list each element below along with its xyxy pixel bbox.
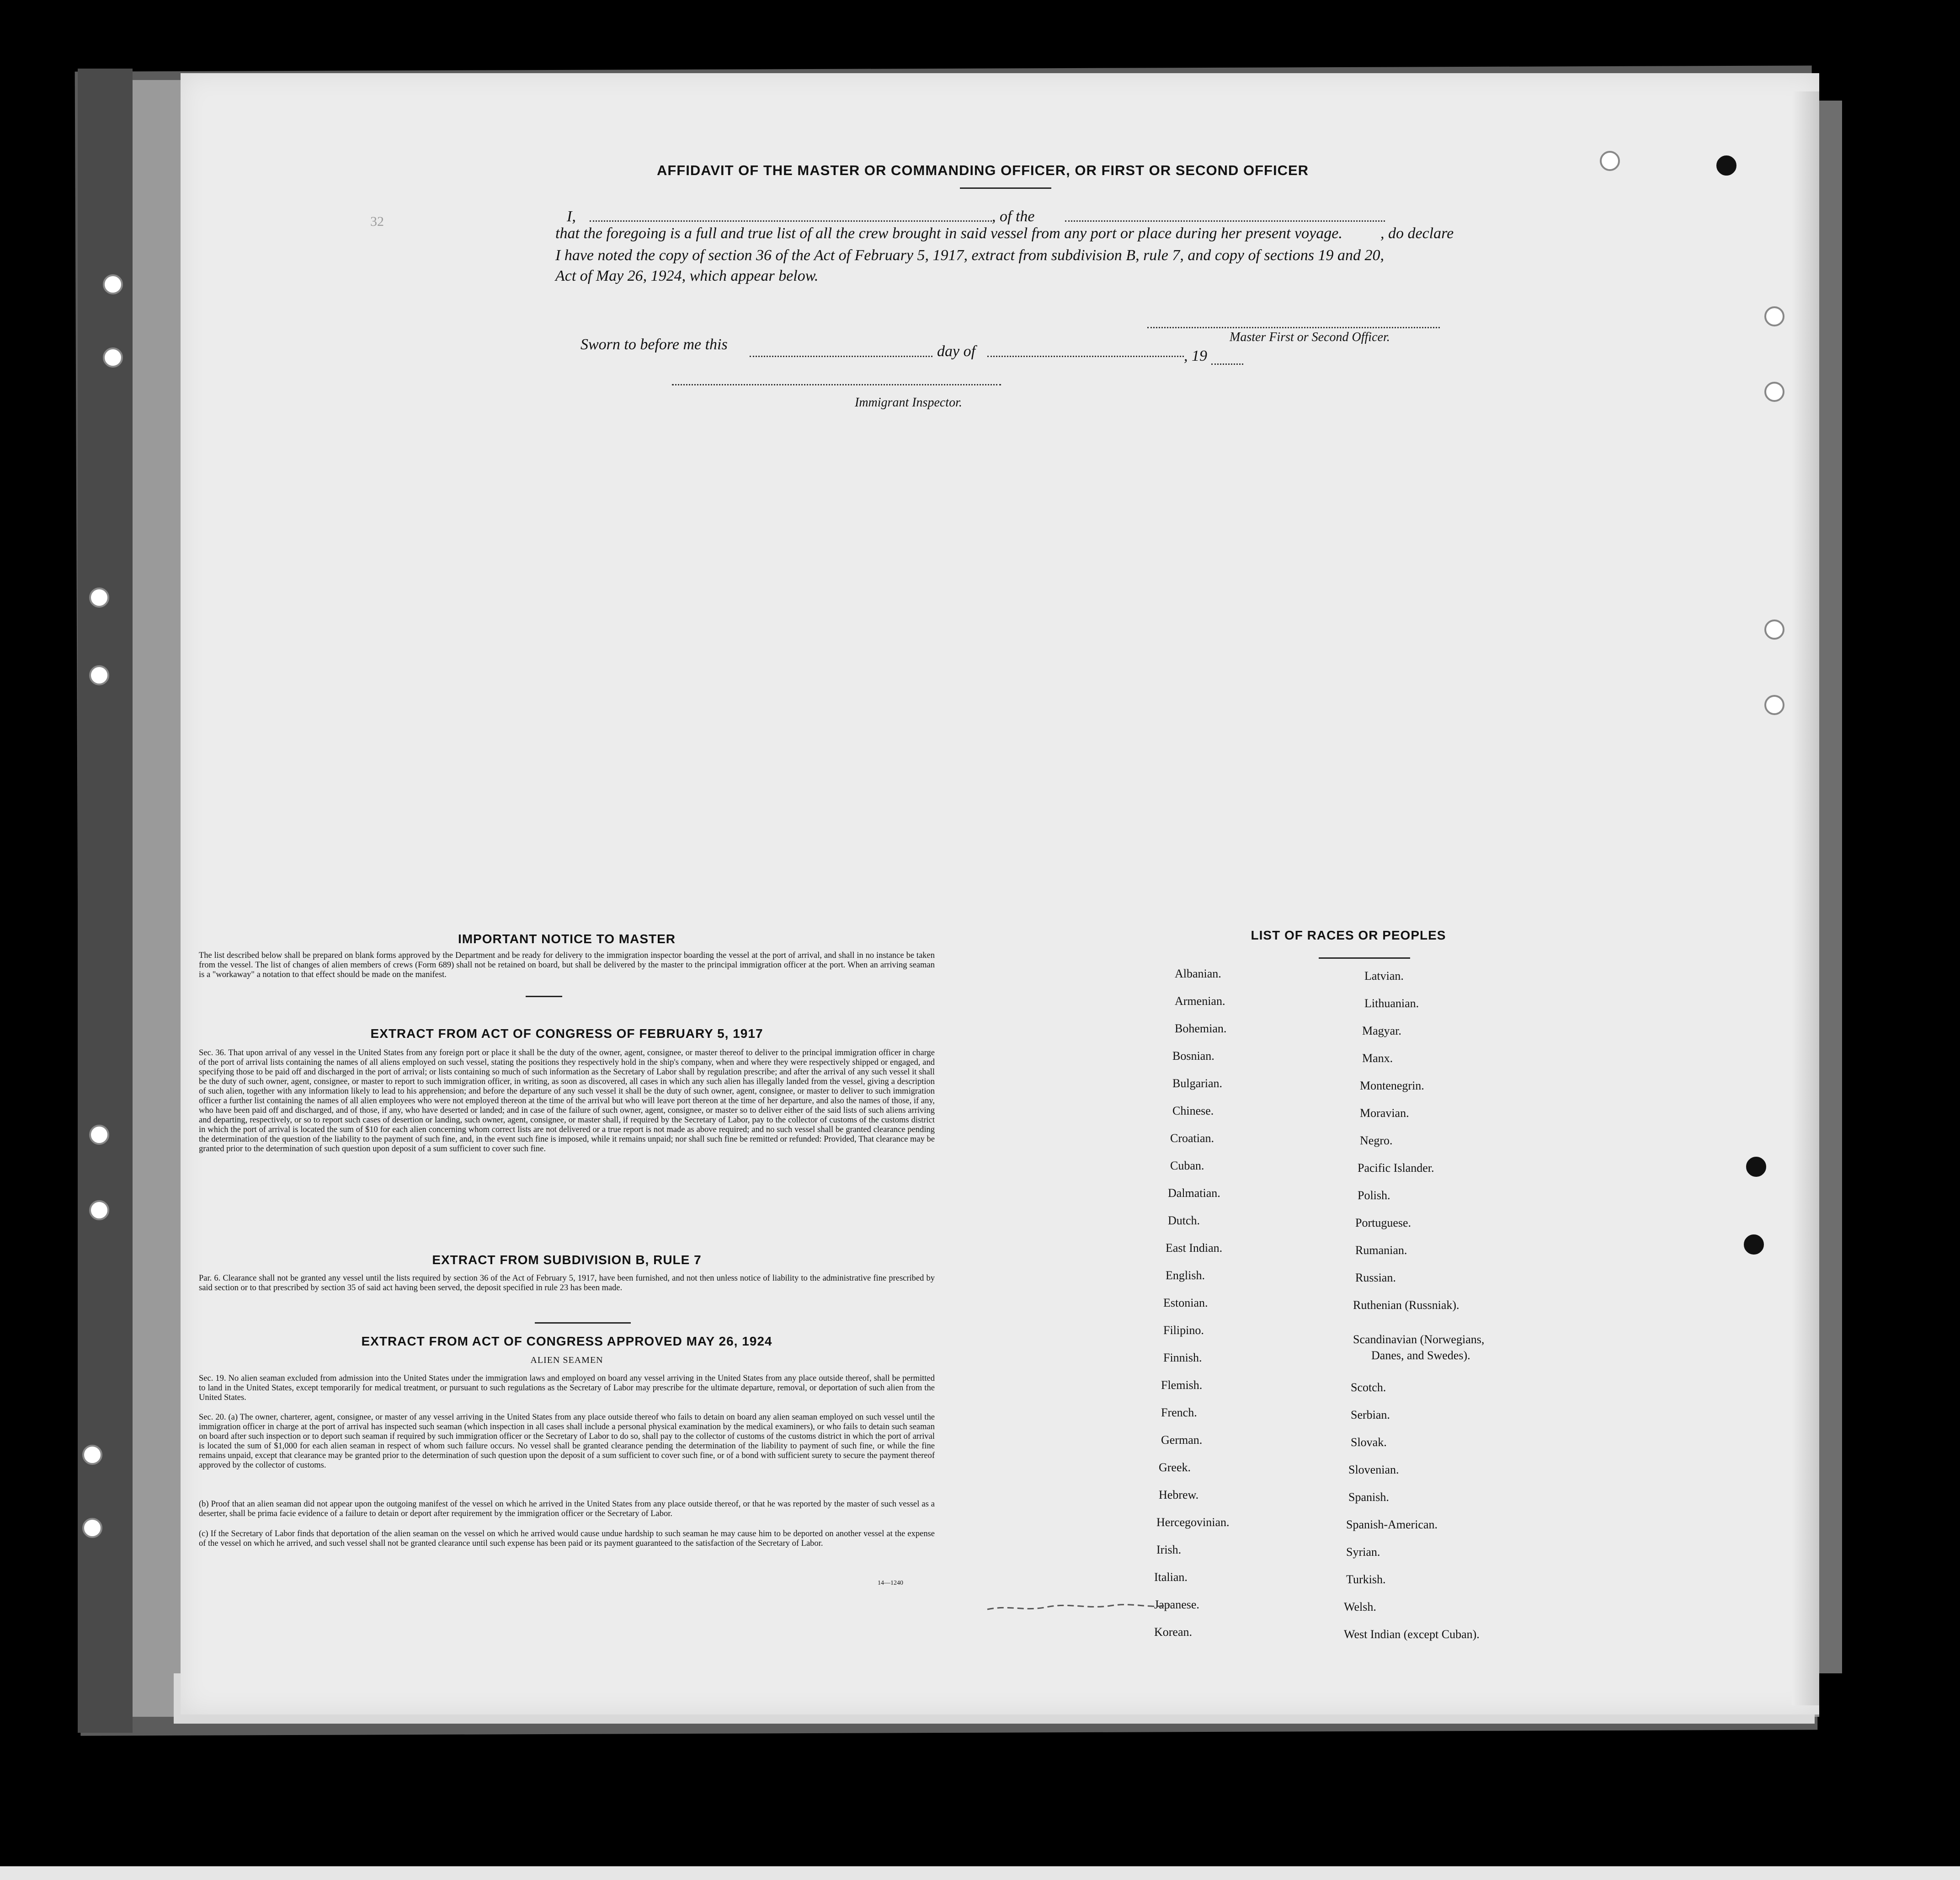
race-item: Lithuanian.: [1364, 997, 1419, 1010]
race-item: Bulgarian.: [1172, 1077, 1223, 1090]
race-item: Latvian.: [1364, 969, 1404, 983]
race-item: Danes, and Swedes).: [1371, 1349, 1470, 1362]
punch-hole-icon: [82, 1445, 102, 1465]
race-item: Scandinavian (Norwegians,: [1353, 1333, 1485, 1346]
race-item: Magyar.: [1362, 1024, 1401, 1037]
form-number: 14—1240: [878, 1580, 903, 1586]
race-item: Moravian.: [1360, 1106, 1409, 1120]
race-item: Albanian.: [1175, 967, 1221, 980]
race-item: Estonian.: [1163, 1296, 1208, 1309]
race-item: Serbian.: [1351, 1408, 1390, 1421]
affidavit-of-the: , of the: [992, 208, 1035, 225]
sec20a-text: Sec. 20. (a) The owner, charterer, agent, consignee, or master of any vessel arriving in the United States from any place outside thereof who fails to detain on board any alien seaman employed on such vessel until the immigration officer in charge at the port of arrival has inspected such seaman (which inspection in all cases shall include a personal physical examination by the medical examiners), or who fails to detain such seaman on board after such inspection or to deport such seaman if required by such immigration officer or the Secretary of Labor to do so, shall pay to the collector of customs of the customs district in which the port of arrival is located the sum of $1,000 for each alien seaman in respect of whom such failure occurs. No vessel shall be granted clearance pending the determination of the liability to payment of such fine, or while the fine remains unpaid, except that clearance may be granted prior to the determination of such question upon the deposit of a sum sufficient to cover such fine, or of a bond with sufficient surety to secure the payment thereof approved by the collector of customs.: [199, 1413, 935, 1470]
race-item: Manx.: [1362, 1052, 1393, 1065]
race-item: Armenian.: [1175, 994, 1225, 1008]
race-item: Flemish.: [1161, 1378, 1203, 1392]
notice-text: The list described below shall be prepared on blank forms approved by the Department and be ready for delivery to the immigration inspector boarding the vessel at the port of arrival, and shall in no instance be taken from the vessel. The list of changes of alien members of crews (Form 689) shall not be retained on board, but shall be delivered by the master to the principal immigration officer at the port. When an arriving seaman is a "workaway" a notation to that effect should be made on the manifest.: [199, 951, 935, 979]
race-item: Cuban.: [1170, 1159, 1204, 1172]
inspector-signature-blank: [672, 384, 1001, 385]
race-item: Hebrew.: [1159, 1488, 1199, 1501]
race-item: French.: [1161, 1406, 1197, 1419]
notice-divider: [526, 996, 562, 997]
punch-hole-icon: [1764, 695, 1784, 715]
race-item: Greek.: [1159, 1461, 1191, 1474]
race-item: Dutch.: [1168, 1214, 1200, 1227]
race-item: Croatian.: [1170, 1132, 1214, 1145]
race-item: Filipino.: [1163, 1324, 1204, 1337]
race-item: Japanese.: [1154, 1598, 1199, 1611]
sworn-month-blank: [987, 356, 1184, 357]
alien-seamen-subheading: ALIEN SEAMEN: [530, 1355, 603, 1365]
race-item: Bosnian.: [1172, 1049, 1214, 1063]
pen-scribble: [983, 1591, 1175, 1618]
race-item: Finnish.: [1163, 1351, 1202, 1364]
punch-hole-icon: [103, 274, 123, 294]
race-item: Rumanian.: [1355, 1244, 1407, 1257]
name-blank: [590, 220, 992, 222]
punch-hole-icon: [1746, 1157, 1766, 1177]
affidavit-i: I,: [567, 208, 576, 225]
race-item: Pacific Islander.: [1358, 1161, 1434, 1175]
punch-hole-icon: [89, 1125, 109, 1145]
extract-rule7-heading: EXTRACT FROM SUBDIVISION B, RULE 7: [432, 1253, 702, 1267]
sworn-day-blank: [750, 356, 932, 357]
inspector-caption: Immigrant Inspector.: [855, 395, 962, 410]
punch-hole-icon: [89, 588, 109, 608]
race-item: Italian.: [1154, 1570, 1188, 1584]
races-heading: LIST OF RACES OR PEOPLES: [1251, 928, 1446, 942]
race-item: Scotch.: [1351, 1381, 1386, 1394]
punch-hole-icon: [1716, 155, 1736, 176]
race-item: Bohemian.: [1175, 1022, 1227, 1035]
extract-1917-heading: EXTRACT FROM ACT OF CONGRESS OF FEBRUARY 5, 1917: [370, 1026, 763, 1041]
race-item: Turkish.: [1346, 1573, 1386, 1586]
punch-hole-icon: [1764, 306, 1784, 326]
vessel-blank: [1065, 220, 1385, 222]
race-item: Slovak.: [1351, 1436, 1387, 1449]
race-item: Chinese.: [1172, 1104, 1214, 1117]
notice-heading: IMPORTANT NOTICE TO MASTER: [458, 932, 676, 946]
race-item: East Indian.: [1166, 1241, 1223, 1255]
affidavit-title: AFFIDAVIT OF THE MASTER OR COMMANDING OFFICER, OR FIRST OR SECOND OFFICER: [656, 162, 1309, 178]
rule7-divider: [535, 1322, 631, 1324]
punch-hole-icon: [1764, 620, 1784, 640]
race-item: Dalmatian.: [1168, 1186, 1220, 1200]
race-item: Spanish.: [1348, 1490, 1389, 1504]
extract-rule7-text: Par. 6. Clearance shall not be granted any vessel until the lists required by section 36 of the Act of February 5, 1917, have been furnished, and not then unless notice of liability to the administrative fine prescribed by said section or to that prescribed by section 35 of said act having been served, the deposit specified in rule 23 has been made.: [199, 1274, 935, 1292]
race-item: Portuguese.: [1355, 1216, 1411, 1229]
page-edge-shadow: [1792, 91, 1819, 1705]
extract-1924-heading: EXTRACT FROM ACT OF CONGRESS APPROVED MAY 26, 1924: [361, 1334, 772, 1348]
race-item: Ruthenian (Russniak).: [1353, 1298, 1459, 1312]
race-item: Spanish-American.: [1346, 1518, 1438, 1531]
title-divider: [960, 187, 1051, 189]
race-item: Slovenian.: [1348, 1463, 1399, 1476]
races-divider: [1319, 957, 1410, 959]
sec19-text: Sec. 19. No alien seaman excluded from admission into the United States under the immigration laws and employed on board any vessel arriving in the United States from any place outside thereof, shall be permitted to land in the United States, except temporarily for medical treatment, or pursuant to such regulations as the Secretary of Labor may prescribe for the ultimate departure, removal, or deportation of such alien from the United States.: [199, 1374, 935, 1402]
race-item: Syrian.: [1346, 1545, 1380, 1559]
sworn-day-of: day of: [937, 343, 976, 360]
punch-hole-icon: [103, 347, 123, 368]
punch-hole-icon: [1764, 382, 1784, 402]
bleed-through-text: 32: [370, 214, 384, 229]
underlying-sheet-edge: [78, 69, 133, 1733]
master-caption: Master First or Second Officer.: [1230, 330, 1390, 344]
do-declare: , do declare: [1380, 225, 1454, 242]
affidavit-line-3: I have noted the copy of section 36 of the Act of February 5, 1917, extract from subdivision B, rule 7, and copy of sections 19 and 20,: [555, 247, 1385, 264]
race-item: Negro.: [1360, 1134, 1393, 1147]
sworn-prefix: Sworn to before me this: [581, 336, 728, 353]
race-item: English.: [1166, 1269, 1205, 1282]
affidavit-line-4: Act of May 26, 1924, which appear below.: [555, 267, 819, 284]
punch-hole-icon: [1600, 151, 1620, 171]
master-signature-blank: [1147, 327, 1440, 328]
punch-hole-icon: [89, 1200, 109, 1220]
sec20b-text: (b) Proof that an alien seaman did not appear upon the outgoing manifest of the vessel on which he arrived in the United States from any place outside thereof, or that he was reported by the master of such vessel as a deserter, shall be prima facie evidence of a failure to detain or deport after requirement by the immigration officer or the Secretary of Labor.: [199, 1500, 935, 1518]
race-item: West Indian (except Cuban).: [1344, 1628, 1480, 1641]
race-item: Polish.: [1358, 1189, 1390, 1202]
punch-hole-icon: [1744, 1234, 1764, 1255]
affidavit-line-2: that the foregoing is a full and true list of all the crew brought in said vessel from any port or place during her present voyage.: [555, 225, 1342, 242]
scan-bottom-edge: [0, 1866, 1960, 1880]
race-item: Russian.: [1355, 1271, 1396, 1284]
sec20c-text: (c) If the Secretary of Labor finds that deportation of the alien seaman on the vessel on which he arrived would cause undue hardship to such seaman he may cause him to be deported on another vessel at the expense of the vessel on which he arrived, and such vessel shall not be granted clearance until such expense has been paid or its payment guaranteed to the satisfaction of the Secretary of Labor.: [199, 1529, 935, 1548]
extract-1917-text: Sec. 36. That upon arrival of any vessel in the United States from any foreign port or place it shall be the duty of the owner, agent, consignee, or master thereof to deliver to the principal immigration officer in charge of the port of arrival lists containing the names of all aliens employed on such vessel, stating the positions they respectively hold in the ship's company, when and where they were respectively shipped or engaged, and specifying those to be paid off and discharged in the port of arrival; or lists containing so much of such information as the Secretary of Labor shall by regulation prescribe; and after the arrival of any such vessel it shall be the duty of such owner, agent, consignee, or master to report to such immigration officer, in writing, as soon as discovered, all cases in which any such alien has illegally landed from the vessel, giving a description of such alien, together with any information likely to lead to his apprehension; and before the departure of any such vessel it shall be the duty of such owner, agent, consignee, or master to deliver to such immigration officer a further list containing the names of all alien employees who were not employed thereon at the time of the arrival but who will leave port thereon at the time of her departure, and also the names of those, if any, who have been paid off and discharged, and of those, if any, who have deserted or landed; and in case of the failure of such owner, agent, consignee, or master so to deliver either of the said lists of such aliens arriving and departing, respectively, or so to report such cases of desertion or landing, such owner, agent, consignee, or master shall, if required by the Secretary of Labor, pay to the collector of customs of the customs district in which the port of arrival is located the sum of $10 for each alien concerning whom correct lists are not delivered or a true report is not made as above required; and no such vessel shall be granted clearance pending the determination of the question of the liability to the payment of such fine, and, in the event such fine is imposed, while it remains unpaid; nor shall such fine be remitted or refunded: Provided, That clearance may be granted prior to the determination of such question upon deposit of a sum sufficient to cover such fine.: [199, 1048, 935, 1154]
race-item: Irish.: [1156, 1543, 1182, 1556]
race-item: German.: [1161, 1433, 1203, 1447]
race-item: Korean.: [1154, 1625, 1193, 1639]
punch-hole-icon: [89, 665, 109, 685]
sworn-year: , 19: [1184, 347, 1207, 364]
punch-hole-icon: [82, 1518, 102, 1538]
sworn-year-blank: [1211, 363, 1243, 365]
race-item: Welsh.: [1344, 1600, 1376, 1613]
race-item: Montenegrin.: [1360, 1079, 1424, 1092]
race-item: Hercegovinian.: [1156, 1516, 1230, 1529]
